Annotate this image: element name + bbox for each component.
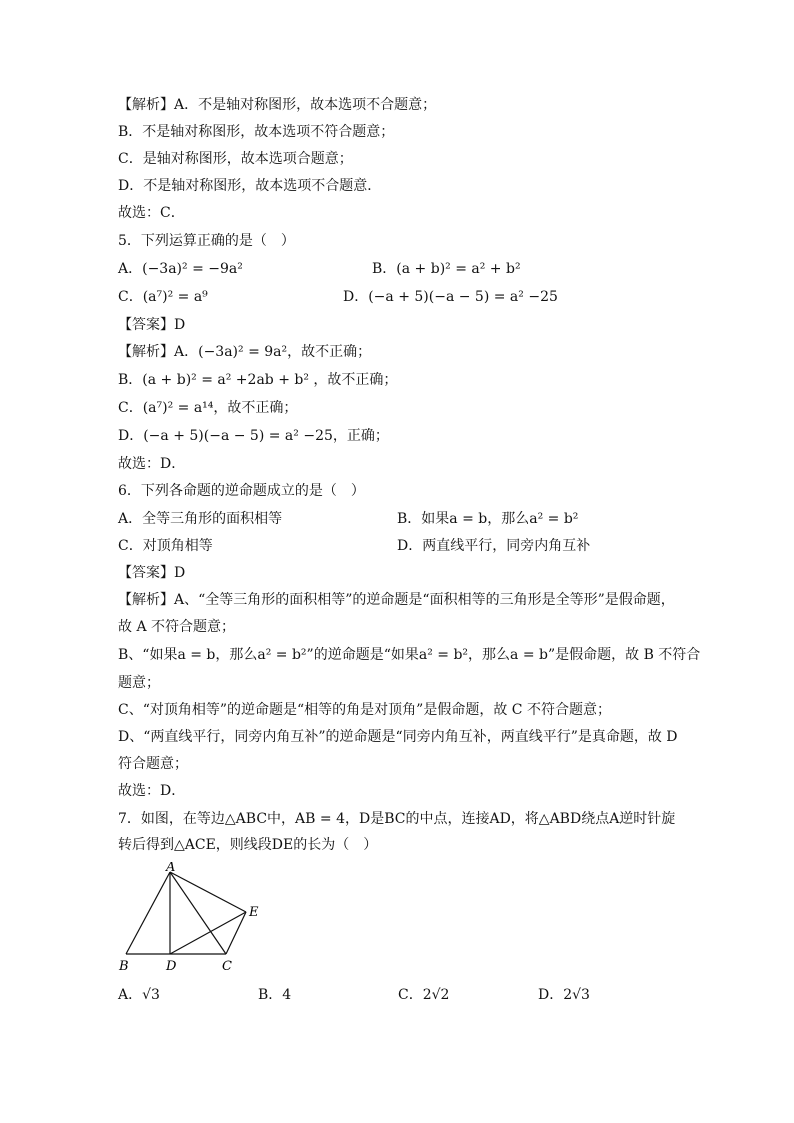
analysis-q5-b: B．(a + b)² = a² +2ab + b² ，故不正确； (118, 372, 398, 388)
analysis-q4-d: D．不是轴对称图形，故本选项不合题意． (118, 178, 382, 194)
analysis-q6-a-line2: 故 A 不符合题意； (118, 619, 236, 635)
analysis-q4-c: C．是轴对称图形，故本选项合题意； (118, 151, 353, 167)
answer-q5: 【答案】D (118, 317, 186, 333)
label-e: E (249, 905, 259, 920)
q7-option-b: B．4 (258, 987, 292, 1003)
analysis-q6-a-line1: 【解析】A、“全等三角形的面积相等”的逆命题是“面积相等的三角形是全等形”是假命题， (118, 592, 675, 608)
analysis-q4-b: B．不是轴对称图形，故本选项不符合题意； (118, 124, 395, 140)
q7-option-a: A．√3 (118, 987, 160, 1003)
q7-option-c: C．2√2 (398, 987, 450, 1003)
analysis-q6-d-line1: D、“两直线平行，同旁内角互补”的逆命题是“同旁内角互补，两直线平行”是真命题，故 D (118, 729, 678, 745)
q6-option-c: C．对顶角相等 (118, 538, 213, 554)
analysis-q4-a: 【解析】A．不是轴对称图形，故本选项不合题意； (118, 97, 437, 113)
label-a: A (166, 862, 176, 875)
segment-ab (126, 872, 170, 954)
triangle-figure (112, 862, 272, 978)
question-7-stem-line1: 7．如图，在等边△ABC中，AB = 4，D是BC的中点，连接AD，将△ABD绕点A逆时针旋 (118, 811, 676, 827)
question-6-stem: 6．下列各命题的逆命题成立的是（ ） (118, 483, 365, 499)
q5-option-a: A．(−3a)² = −9a² (118, 261, 243, 277)
analysis-q6-b-line2: 题意； (118, 675, 160, 691)
q6-option-b: B．如果a = b，那么a² = b² (397, 511, 579, 527)
choice-q4: 故选：C． (118, 205, 185, 221)
segment-de (170, 912, 246, 954)
analysis-q6-c: C、“对顶角相等”的逆命题是“相等的角是对顶角”是假命题，故 C 不符合题意； (118, 702, 611, 718)
label-d: D (166, 959, 177, 974)
analysis-q5-c: C．(a⁷)² = a¹⁴，故不正确； (118, 400, 298, 416)
choice-q5: 故选：D． (118, 456, 186, 472)
answer-q6: 【答案】D (118, 565, 186, 581)
analysis-q6-b-line1: B、“如果a = b，那么a² = b²”的逆命题是“如果a² = b²，那么a = b”是假命题，故 B 不符合 (118, 647, 701, 663)
label-c: C (222, 959, 232, 974)
segment-ac (170, 872, 226, 954)
segment-ce (226, 912, 246, 954)
choice-q6: 故选：D． (118, 783, 186, 799)
q5-option-b: B．(a + b)² = a² + b² (372, 261, 521, 277)
q5-option-c: C．(a⁷)² = a⁹ (118, 289, 208, 305)
analysis-q6-d-line2: 符合题意； (118, 756, 188, 772)
question-5-stem: 5．下列运算正确的是（ ） (118, 233, 295, 249)
segment-ae (170, 872, 246, 912)
analysis-q5-d: D．(−a + 5)(−a − 5) = a² −25，正确； (118, 428, 389, 444)
q7-option-d: D．2√3 (538, 987, 590, 1003)
q5-option-d: D．(−a + 5)(−a − 5) = a² −25 (343, 289, 558, 305)
q6-option-d: D．两直线平行，同旁内角互补 (397, 538, 591, 554)
question-7-stem-line2: 转后得到△ACE，则线段DE的长为（ ） (118, 837, 378, 853)
analysis-q5-a: 【解析】A．(−3a)² = 9a²，故不正确； (118, 344, 372, 360)
q6-option-a: A．全等三角形的面积相等 (118, 511, 283, 527)
label-b: B (119, 959, 129, 974)
